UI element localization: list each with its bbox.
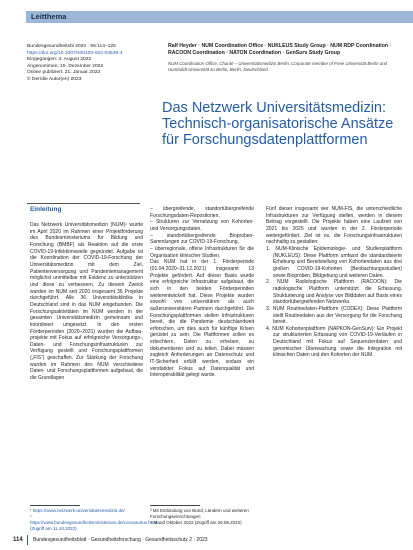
list-item: – übergreifende, standortübergreifende Forschungsdaten-Repositorien, bbox=[150, 206, 254, 219]
section-rule bbox=[27, 203, 140, 204]
article-meta bbox=[27, 44, 145, 83]
section-banner bbox=[26, 11, 413, 23]
meta-received: Eingegangen: 4. August 2022 bbox=[27, 57, 92, 62]
page-number: 114 bbox=[13, 537, 23, 543]
page-footer bbox=[10, 535, 403, 545]
author-names: Ralf Heyder · NUM Coordination Office · NUKLEUS Study Group · NUM RDP Coordination · RACOON Coordination · NATON Coordination · GenSurv Study Group bbox=[168, 43, 392, 57]
paragraph: Das NUM hat in der 1. Förderperiode (01.04.2020–31.12.2021) insgesamt 13 Projekte gefördert. Auf dieser Basis wurde eine erfolgreiche Infrastruktur aufgebaut, die sich in den beiden Förderperioden weiterentwickelt hat. Diese Projekte wurden sowohl von universitären als auch außeruniversitären Partnern durchgeführt. Die Forschungsplattformen stellen Infrastrukturen bereit, die die Pandemie deutschlandweit erforschen, um dies auch für künftige Krisen gerüstet zu sein. Die Plattformen sollen es erleichtern, Daten zu erheben, zu dokumentieren und zu teilen. Dabei müssen zugleich Anforderungen an Datenschutz und IT-Sicherheit erfüllt werden, sodass ein verstärkter Fokus auf Datenqualität und Interoperabilität gelegt wurde. bbox=[150, 259, 254, 379]
doi-link[interactable]: https://doi.org/10.1007/s00103-022-03649-4 bbox=[27, 50, 123, 56]
footnotes-left bbox=[30, 508, 157, 532]
footnote-link[interactable]: ² https://www.bundesgesundheitsministerium.de/coronavirus.html (Zugriff am 11.10.2022) bbox=[30, 514, 157, 531]
footnote-text: ⁴ Stand Oktober 2022 (Zugriff am 29.08.2022) bbox=[150, 520, 242, 525]
author-affiliation: NUM Coordination Office, Charité – Universitätsmedizin Berlin, Corporate member of Freie Universität Berlin and Humboldt-Universität zu Berlin, Berlin, Deutschland bbox=[168, 61, 388, 73]
article-title: Das Netzwerk Universitätsmedizin: Technisch-organisatorische Ansätze für Forschungsdatenplattformen bbox=[162, 100, 394, 148]
list-item: – überregionale, offene Infrastrukturen für die Organisation klinischer Studien. bbox=[150, 245, 254, 259]
footnote-text: ³ Mit Einbindung von Bund, Ländern und weiteren Forschungseinrichtungen bbox=[150, 508, 249, 519]
footnote-rule bbox=[30, 505, 80, 506]
section-label: Leitthema bbox=[31, 12, 67, 21]
list-item: – standortübergreifende Bioproben-Sammlungen zur COVID-19-Forschung, bbox=[150, 232, 254, 246]
list-item: 2. NUM Radiologische Plattform (RACOON): Die radiologische Plattform unterstützt die Erfassung, Strukturierung und Analyse von Bilddaten auf Basis eines standortübergreifenden Netzwerks. bbox=[266, 279, 402, 306]
paragraph: Das Netzwerk Universitätsmedizin (NUM)¹ wurde im April 2020 im Rahmen einer Projektförderung des Bundesministeriums für Bildung und Forschung (BMBF) als Reaktion auf die erste COVID-19-Infektionswelle gegründet. Aufgabe ist die Koordination der COVID-19-Forschung der Universitätsmedizin mit dem Ziel, Patientenversorgung und Pandemiemanagement möglichst unmittelbar mit Evidenz zu unterstützen und diese zu verbessern. Zu diesem Zweck wurden im NUM seit 2020 insgesamt 36 Projekte durchgeführt. Alle 36 Universitätsklinika in Deutschland sind in das NUM eingebunden. Die Forschungsaktivitäten im NUM werden in der gesamten Universitätsmedizin gemeinsam und koordiniert umgesetzt. In den ersten Förderperioden (2020–2021) wurden die Aufbau-projekte mit Fokus auf erfolgreiche Versorgungs-, Daten- und Forschungsinfrastrukturen zur Verfügung gestellt und Forschungsplattformen („FIS“) geschaffen. Zur Stärkung der Forschung wurden im Rahmen des NUM verschiedene Daten- und Forschungsplattformen aufgebaut, die die Grundlagen bbox=[30, 222, 143, 382]
footnote-rule bbox=[150, 505, 200, 506]
author-block bbox=[168, 43, 400, 73]
list-item: – Strukturen zur Vernetzung von Kohorten- und Versorgungsdaten, bbox=[150, 219, 254, 232]
footnotes-middle bbox=[150, 508, 254, 526]
paragraph: Fünf dieser insgesamt vier NUM-FIS, die unterschiedliche Infrastrukturen zur Verfügung stellen, werden in diesem Beitrag vorgestellt. Die Projekte haben eine Laufzeit von 2021 bis 2025 und wurden in der 2. Förderperiode weitergefördert. Ziel ist es, die Forschungsinfrastrukturen nachhaltig zu gestalten: bbox=[266, 206, 402, 246]
list-item: 3. NUM Routinedaten-Plattform (CODEX): Diese Plattform stellt Routinedaten aus der Versorgung für die Forschung bereit. bbox=[266, 305, 402, 326]
footnote-link[interactable]: ¹ https://www.netzwerk-universitaetsmedizin.de/ bbox=[30, 508, 125, 513]
body-column-1 bbox=[30, 222, 143, 382]
journal-name: Bundesgesundheitsblatt · Gesundheitsforschung · Gesundheitsschutz 2 · 2023 bbox=[33, 537, 208, 543]
list-item: 1. NUM-Klinische Epidemiologie- und Studienplattform (NUKLEUS): Diese Plattform umfasst die standardisierte Erhebung und Bereitstellung von Kohortendaten aus drei großen COVID-19-Kohorten (Beobachtungsstudien) sowie Bioproben, Bildgebung und weiteren Daten. bbox=[266, 245, 402, 279]
meta-copyright: © Der/die Autor(en) 2023 bbox=[27, 76, 82, 82]
section-heading: Einleitung bbox=[30, 206, 62, 213]
body-column-3 bbox=[266, 206, 402, 359]
meta-published: Online publiziert: 21. Januar 2023 bbox=[27, 70, 101, 75]
list-item: 4. NUM Kohortenplattform (NAPKON-GenSurv): Ein Projekt zur strukturierten Erfassung von COVID-19-Verläufen in Deutschland mit Fokus auf Sequenzierdaten und genomischer Überwachung sowie die Integration mit klinischen Daten und den Kohorten der NUM. bbox=[266, 325, 402, 359]
meta-accepted: Angenommen: 15. Dezember 2022 bbox=[27, 63, 104, 69]
body-column-2 bbox=[150, 206, 254, 379]
meta-citation: Bundesgesundheitsbl 2023 · 66:114–125 bbox=[27, 44, 116, 49]
